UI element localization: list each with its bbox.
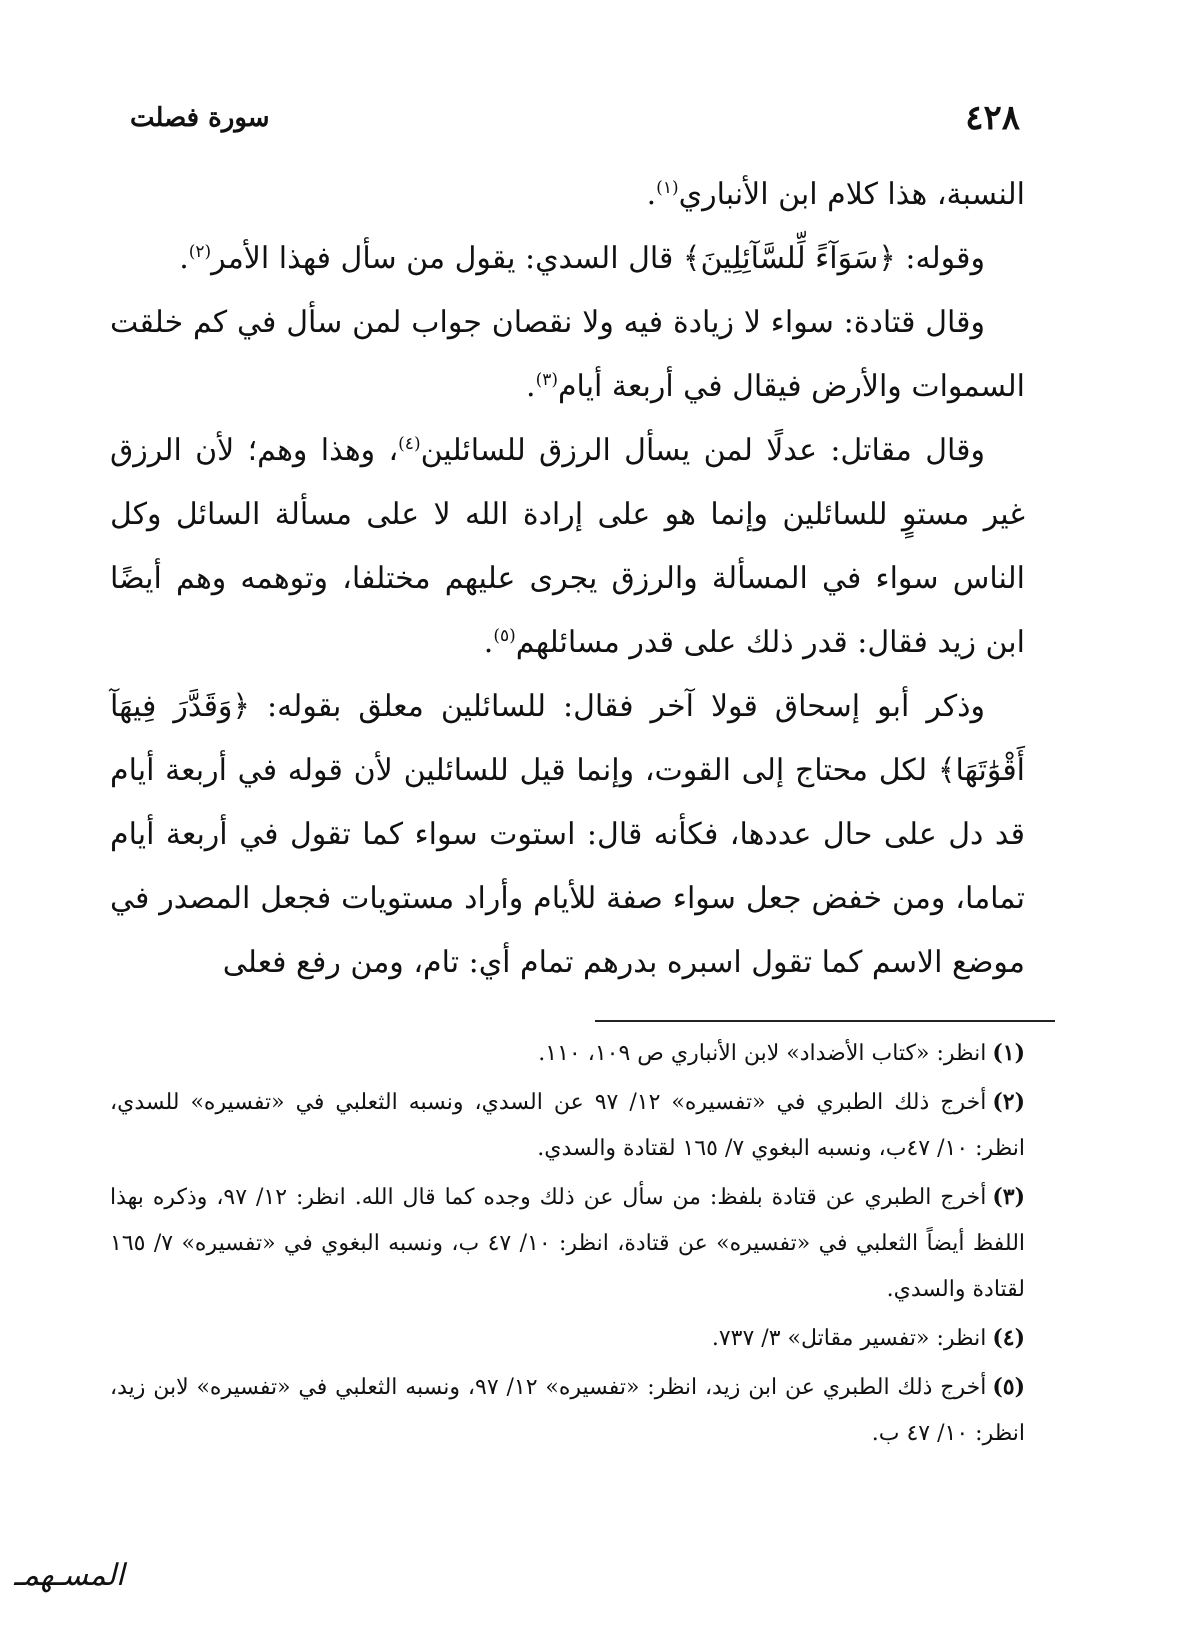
page-number: ٤٢٨ [965, 98, 1020, 138]
footnote-text: أخرج ذلك الطبري في «تفسيره» ١٢/ ٩٧ عن السدي، ونسبه الثعلبي في «تفسيره» للسدي، انظر: ١٠/ ٤٧ب، ونسبه البغوي ٧/ ١٦٥ لقتادة والسدي. [110, 1090, 1025, 1161]
footnote-2 [110, 1079, 1025, 1172]
paragraph-5-text: وذكر أبو إسحاق قولا آخر فقال: للسائلين معلق بقوله: ﴿وَقَدَّرَ فِيهَآ أَقْوَٰتَهَا﴾ لكل محتاج إلى القوت، وإنما قيل للسائلين لأن قوله في أربعة أيام قد دل على حال عددها، فكأنه قال: استوت سواء كما تقول في أربعة أيام تماما، ومن خفض جعل سواء صفة للأيام وأراد مستويات فجعل المصدر في موضع الاسم كما تقول اسبره بدرهم تمام أي: تام، ومن رفع فعلى [110, 689, 1026, 980]
footnote-text: انظر: «كتاب الأضداد» لابن الأنباري ص ١٠٩، ١١٠. [538, 1041, 987, 1066]
footnote-number: (٤) [992, 1325, 1025, 1351]
footnote-number: (٣) [992, 1184, 1025, 1210]
paragraph-3-end: . [526, 369, 536, 404]
paragraph-1-end: . [646, 177, 657, 212]
surah-title: سورة فصلت [130, 103, 270, 133]
paragraph-1 [110, 163, 1025, 227]
footnote-number: (١) [992, 1040, 1025, 1066]
footnotes [110, 1030, 1025, 1459]
footnote-5 [110, 1364, 1025, 1457]
footnote-divider [595, 1020, 1055, 1022]
footnote-ref-1: (١) [656, 178, 679, 198]
footnote-4 [110, 1315, 1025, 1362]
paragraph-2-text: وقوله: ﴿سَوَآءً لِّلسَّآئِلِينَ﴾ قال السدي: يقول من سأل فهذا الأمر [211, 241, 985, 276]
footnote-text: انظر: «تفسير مقاتل» ٣/ ٧٣٧. [711, 1326, 987, 1351]
page-header [130, 88, 1020, 148]
footnote-text: أخرج الطبري عن قتادة بلفظ: من سأل عن ذلك وجده كما قال الله. انظر: ١٢/ ٩٧، وذكره بهذا اللفظ أيضاً الثعلبي في «تفسيره» عن قتادة، انظر: ١٠/ ٤٧ ب، ونسبه البغوي في «تفسيره» ٧/ ١٦٥ لقتادة والسدي. [110, 1185, 1026, 1302]
paragraph-2-end: . [179, 241, 189, 276]
footnote-ref-5: (٥) [493, 626, 516, 646]
paragraph-4-text-a: وقال مقاتل: عدلًا لمن يسأل الرزق للسائلين [420, 433, 985, 468]
footnote-number: (٥) [992, 1374, 1025, 1400]
footnote-ref-4: (٤) [398, 434, 421, 454]
footnote-text: أخرج ذلك الطبري عن ابن زيد، انظر: «تفسيره» ١٢/ ٩٧، ونسبه الثعلبي في «تفسيره» لابن زيد، انظر: ١٠/ ٤٧ ب. [110, 1375, 1025, 1446]
paragraph-5 [110, 675, 1025, 995]
paragraph-4-end: . [483, 625, 494, 660]
footnote-1 [110, 1030, 1025, 1077]
paragraph-1-text: النسبة، هذا كلام ابن الأنباري [678, 177, 1025, 212]
library-stamp-logo [10, 1550, 125, 1640]
footnote-ref-2: (٢) [188, 242, 212, 262]
footnote-number: (٢) [992, 1089, 1026, 1115]
stamp-text: المسـهمـ [14, 1558, 125, 1593]
paragraph-2 [110, 227, 1025, 291]
footnote-ref-3: (٣) [535, 370, 558, 390]
paragraph-4-text-b: ، وهذا وهم؛ لأن الرزق غير مستوٍ للسائلين وإنما هو على إرادة الله لا على مسألة السائل وكل الناس سواء في المسألة والرزق يجرى عليهم مختلفا، وتوهمه وهم أيضًا ابن زيد فقال: قدر ذلك على قدر مسائلهم [110, 433, 1025, 660]
main-text [110, 163, 1025, 995]
paragraph-4 [110, 419, 1025, 675]
paragraph-3 [110, 291, 1025, 419]
paragraph-3-text: وقال قتادة: سواء لا زيادة فيه ولا نقصان جواب لمن سأل في كم خلقت السموات والأرض فيقال في أربعة أيام [110, 305, 1025, 404]
footnote-3 [110, 1174, 1025, 1313]
